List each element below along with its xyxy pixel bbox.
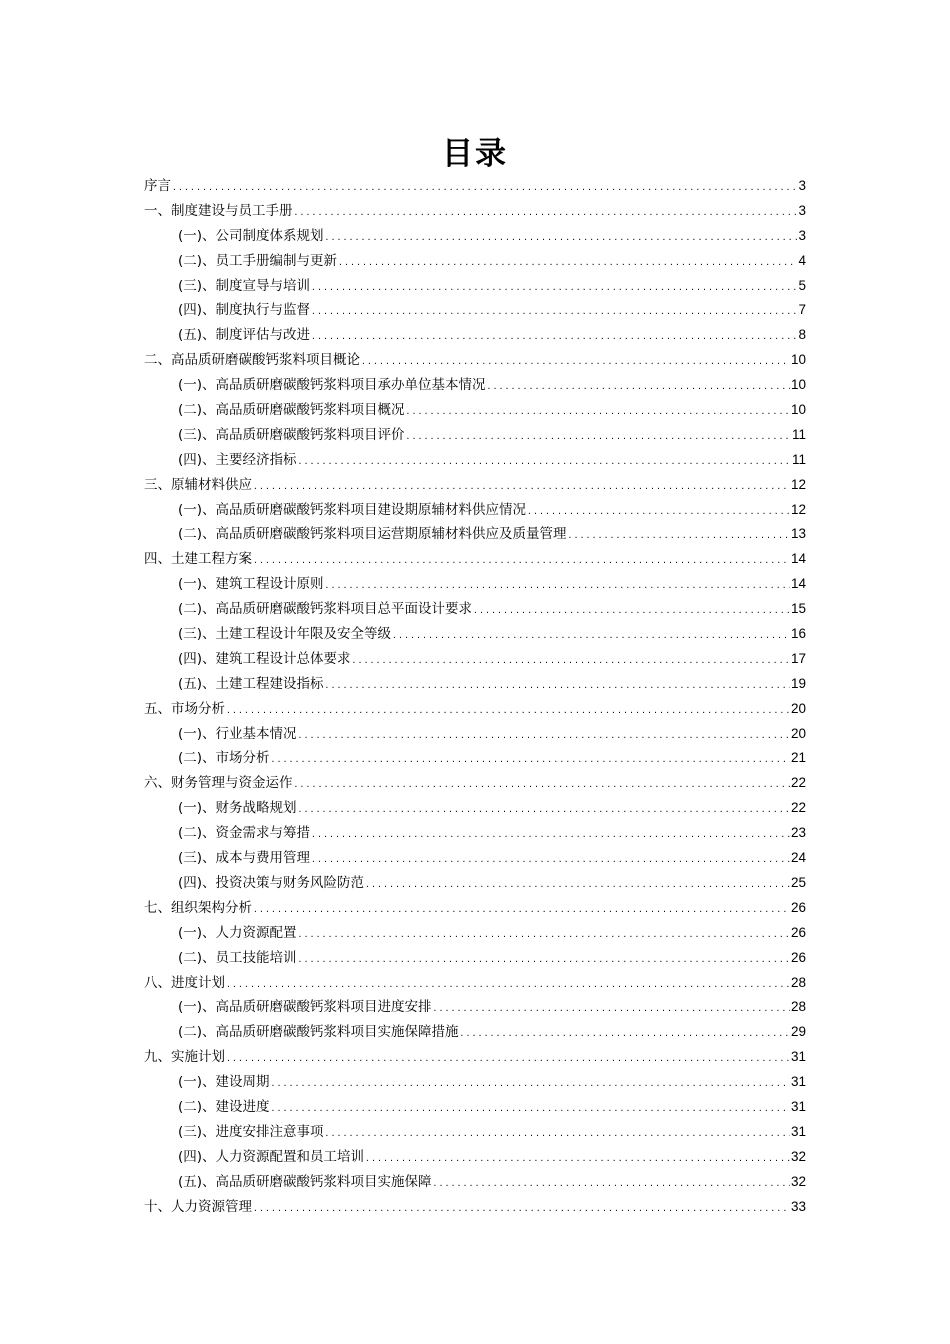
toc-page-number: 28 <box>790 974 806 990</box>
toc-dot-leader <box>253 549 790 574</box>
toc-section-entry[interactable] <box>144 647 806 672</box>
toc-dot-leader <box>311 276 797 301</box>
toc-chapter-entry[interactable] <box>144 896 806 921</box>
toc-dot-leader <box>253 475 790 500</box>
toc-chapter-entry[interactable] <box>144 971 806 996</box>
toc-dot-leader <box>338 251 797 276</box>
toc-dot-leader <box>298 923 790 948</box>
toc-entry-title: (二)、高品质研磨碳酸钙浆料项目概况 <box>178 402 405 419</box>
toc-entry-title: (四)、投资决策与财务风险防范 <box>178 874 365 891</box>
toc-page-number: 21 <box>790 750 806 766</box>
toc-page-number: 10 <box>790 377 806 393</box>
toc-page-number: 20 <box>790 700 806 716</box>
toc-page-number: 31 <box>790 1123 806 1139</box>
toc-page-number: 11 <box>791 426 806 442</box>
toc-entry-title: 三、原辅材料供应 <box>144 476 252 493</box>
toc-page-number: 31 <box>790 1049 806 1065</box>
toc-dot-leader <box>433 1172 790 1197</box>
toc-entry-title: (三)、进度安排注意事项 <box>178 1123 324 1140</box>
toc-entry-title: (三)、成本与费用管理 <box>178 850 311 867</box>
toc-section-entry[interactable] <box>144 498 806 523</box>
toc-entry-title: (一)、建筑工程设计原则 <box>178 576 324 593</box>
toc-section-entry[interactable] <box>144 597 806 622</box>
toc-page-number: 13 <box>790 526 806 542</box>
toc-section-entry[interactable] <box>144 995 806 1020</box>
toc-dot-leader <box>298 724 790 749</box>
toc-section-entry[interactable] <box>144 398 806 423</box>
toc-section-entry[interactable] <box>144 921 806 946</box>
toc-entry-title: (四)、建筑工程设计总体要求 <box>178 650 351 667</box>
toc-section-entry[interactable] <box>144 871 806 896</box>
toc-dot-leader <box>365 873 790 898</box>
toc-section-entry[interactable] <box>144 1070 806 1095</box>
toc-dot-leader <box>271 1072 790 1097</box>
toc-dot-leader <box>460 1022 790 1047</box>
toc-section-entry[interactable] <box>144 1145 806 1170</box>
toc-entry-title: (三)、制度宣导与培训 <box>178 277 311 294</box>
toc-dot-leader <box>298 798 790 823</box>
toc-entry-title: (一)、财务战略规划 <box>178 800 297 817</box>
toc-page-number: 3 <box>798 227 806 243</box>
toc-entry-title: (五)、土建工程建设指标 <box>178 675 324 692</box>
toc-chapter-entry[interactable] <box>144 697 806 722</box>
toc-title: 目录 <box>442 136 508 172</box>
toc-dot-leader <box>271 748 790 773</box>
toc-page-number: 14 <box>790 576 806 592</box>
toc-section-entry[interactable] <box>144 746 806 771</box>
toc-chapter-entry[interactable] <box>144 174 806 199</box>
toc-section-entry[interactable] <box>144 298 806 323</box>
toc-entry-title: (四)、制度执行与监督 <box>178 302 311 319</box>
toc-entry-title: (四)、主要经济指标 <box>178 451 297 468</box>
toc-page-number: 26 <box>790 949 806 965</box>
toc-chapter-entry[interactable] <box>144 1195 806 1220</box>
toc-section-entry[interactable] <box>144 572 806 597</box>
toc-entry-title: (五)、制度评估与改进 <box>178 327 311 344</box>
toc-dot-leader <box>311 823 790 848</box>
toc-entry-title: (一)、行业基本情况 <box>178 725 297 742</box>
toc-entry-title: (一)、公司制度体系规划 <box>178 227 324 244</box>
toc-section-entry[interactable] <box>144 373 806 398</box>
toc-entry-title: 五、市场分析 <box>144 700 225 717</box>
toc-section-entry[interactable] <box>144 796 806 821</box>
toc-page-number: 22 <box>790 775 806 791</box>
toc-page-number: 19 <box>790 675 806 691</box>
toc-dot-leader <box>365 1147 790 1172</box>
toc-page-number: 4 <box>798 252 806 268</box>
toc-entry-title: (二)、资金需求与筹措 <box>178 825 311 842</box>
toc-chapter-entry[interactable] <box>144 1045 806 1070</box>
toc-dot-leader <box>253 898 790 923</box>
toc-entry-title: (二)、员工技能培训 <box>178 949 297 966</box>
toc-page-number: 16 <box>790 626 806 642</box>
toc-page-number: 7 <box>798 302 806 318</box>
toc-dot-leader <box>325 1122 790 1147</box>
toc-section-entry[interactable] <box>144 522 806 547</box>
toc-dot-leader <box>406 400 790 425</box>
toc-page-number: 5 <box>798 277 806 293</box>
toc-page-number: 26 <box>790 899 806 915</box>
toc-page-number: 32 <box>790 1173 806 1189</box>
toc-page-number: 8 <box>798 327 806 343</box>
toc-section-entry[interactable] <box>144 274 806 299</box>
toc-dot-leader <box>311 325 797 350</box>
toc-dot-leader <box>325 674 790 699</box>
toc-chapter-entry[interactable] <box>144 199 806 224</box>
toc-page-number: 25 <box>790 874 806 890</box>
toc-entry-title: (二)、建设进度 <box>178 1098 270 1115</box>
toc-entry-title: (二)、高品质研磨碳酸钙浆料项目运营期原辅材料供应及质量管理 <box>178 526 567 543</box>
toc-entry-title: 九、实施计划 <box>144 1049 225 1066</box>
toc-page-number: 10 <box>790 352 806 368</box>
toc-dot-leader <box>527 500 790 525</box>
toc-dot-leader <box>298 450 791 475</box>
toc-entry-title: (二)、高品质研磨碳酸钙浆料项目实施保障措施 <box>178 1024 459 1041</box>
toc-entry-title: 序言 <box>144 178 171 194</box>
toc-section-entry[interactable] <box>144 1020 806 1045</box>
toc-page-number: 31 <box>790 1074 806 1090</box>
toc-dot-leader <box>172 176 797 201</box>
toc-entry-title: (二)、员工手册编制与更新 <box>178 252 338 269</box>
toc-entry-title: (一)、高品质研磨碳酸钙浆料项目承办单位基本情况 <box>178 377 486 394</box>
toc-section-entry[interactable] <box>144 1095 806 1120</box>
toc-dot-leader <box>294 773 790 798</box>
toc-section-entry[interactable] <box>144 1170 806 1195</box>
toc-dot-leader <box>325 226 798 251</box>
toc-page-number: 14 <box>790 551 806 567</box>
toc-entry-title: (一)、高品质研磨碳酸钙浆料项目建设期原辅材料供应情况 <box>178 501 527 518</box>
toc-dot-leader <box>433 997 790 1022</box>
toc-page-number: 10 <box>790 402 806 418</box>
toc-page-number: 11 <box>791 451 806 467</box>
toc-page-number: 17 <box>790 650 806 666</box>
toc-dot-leader <box>298 948 790 973</box>
toc-section-entry[interactable] <box>144 448 806 473</box>
toc-section-entry[interactable] <box>144 722 806 747</box>
toc-section-entry[interactable] <box>144 224 806 249</box>
toc-entry-title: (三)、高品质研磨碳酸钙浆料项目评价 <box>178 426 405 443</box>
toc-section-entry[interactable] <box>144 821 806 846</box>
toc-section-entry[interactable] <box>144 946 806 971</box>
toc-page-number: 3 <box>798 178 806 193</box>
toc-dot-leader <box>392 624 790 649</box>
toc-page-number: 12 <box>790 501 806 517</box>
toc-dot-leader <box>568 524 790 549</box>
toc-section-entry[interactable] <box>144 249 806 274</box>
toc-chapter-entry[interactable] <box>144 771 806 796</box>
toc-list <box>144 174 806 1219</box>
toc-entry-title: (二)、市场分析 <box>178 750 270 767</box>
toc-entry-title: (三)、土建工程设计年限及安全等级 <box>178 626 392 643</box>
toc-entry-title: 二、高品质研磨碳酸钙浆料项目概论 <box>144 352 360 369</box>
toc-dot-leader <box>406 425 791 450</box>
toc-entry-title: (一)、人力资源配置 <box>178 924 297 941</box>
toc-entry-title: 一、制度建设与员工手册 <box>144 202 293 219</box>
toc-page-number: 24 <box>790 850 806 866</box>
toc-section-entry[interactable] <box>144 423 806 448</box>
toc-dot-leader <box>473 599 790 624</box>
toc-dot-leader <box>352 649 790 674</box>
toc-entry-title: (一)、高品质研磨碳酸钙浆料项目进度安排 <box>178 999 432 1016</box>
toc-page-number: 31 <box>790 1098 806 1114</box>
toc-dot-leader <box>226 973 790 998</box>
toc-chapter-entry[interactable] <box>144 547 806 572</box>
toc-chapter-entry[interactable] <box>144 348 806 373</box>
toc-page-number: 33 <box>790 1198 806 1214</box>
toc-page-number: 15 <box>790 601 806 617</box>
toc-page-number: 23 <box>790 825 806 841</box>
toc-section-entry[interactable] <box>144 622 806 647</box>
toc-page-number: 20 <box>790 725 806 741</box>
toc-section-entry[interactable] <box>144 1120 806 1145</box>
toc-entry-title: 七、组织架构分析 <box>144 899 252 916</box>
toc-page-number: 28 <box>790 999 806 1015</box>
toc-page-number: 29 <box>790 1024 806 1040</box>
toc-dot-leader <box>226 1047 790 1072</box>
toc-entry-title: 十、人力资源管理 <box>144 1198 252 1215</box>
toc-dot-leader <box>361 350 790 375</box>
toc-section-entry[interactable] <box>144 323 806 348</box>
toc-entry-title: (一)、建设周期 <box>178 1074 270 1091</box>
toc-entry-title: (二)、高品质研磨碳酸钙浆料项目总平面设计要求 <box>178 601 473 618</box>
toc-entry-title: (四)、人力资源配置和员工培训 <box>178 1148 365 1165</box>
toc-entry-title: 八、进度计划 <box>144 974 225 991</box>
toc-entry-title: 四、土建工程方案 <box>144 551 252 568</box>
toc-dot-leader <box>226 699 790 724</box>
toc-dot-leader <box>271 1097 790 1122</box>
toc-section-entry[interactable] <box>144 846 806 871</box>
toc-page-number: 22 <box>790 800 806 816</box>
toc-page-number: 3 <box>798 202 806 218</box>
toc-page-number: 32 <box>790 1148 806 1164</box>
toc-entry-title: (五)、高品质研磨碳酸钙浆料项目实施保障 <box>178 1173 432 1190</box>
toc-chapter-entry[interactable] <box>144 473 806 498</box>
toc-page-number: 12 <box>790 476 806 492</box>
toc-page-number: 26 <box>790 924 806 940</box>
toc-dot-leader <box>311 300 797 325</box>
toc-section-entry[interactable] <box>144 672 806 697</box>
toc-dot-leader <box>253 1197 790 1222</box>
toc-dot-leader <box>311 848 790 873</box>
toc-dot-leader <box>294 201 798 226</box>
toc-dot-leader <box>487 375 790 400</box>
toc-dot-leader <box>325 574 790 599</box>
toc-entry-title: 六、财务管理与资金运作 <box>144 775 293 792</box>
